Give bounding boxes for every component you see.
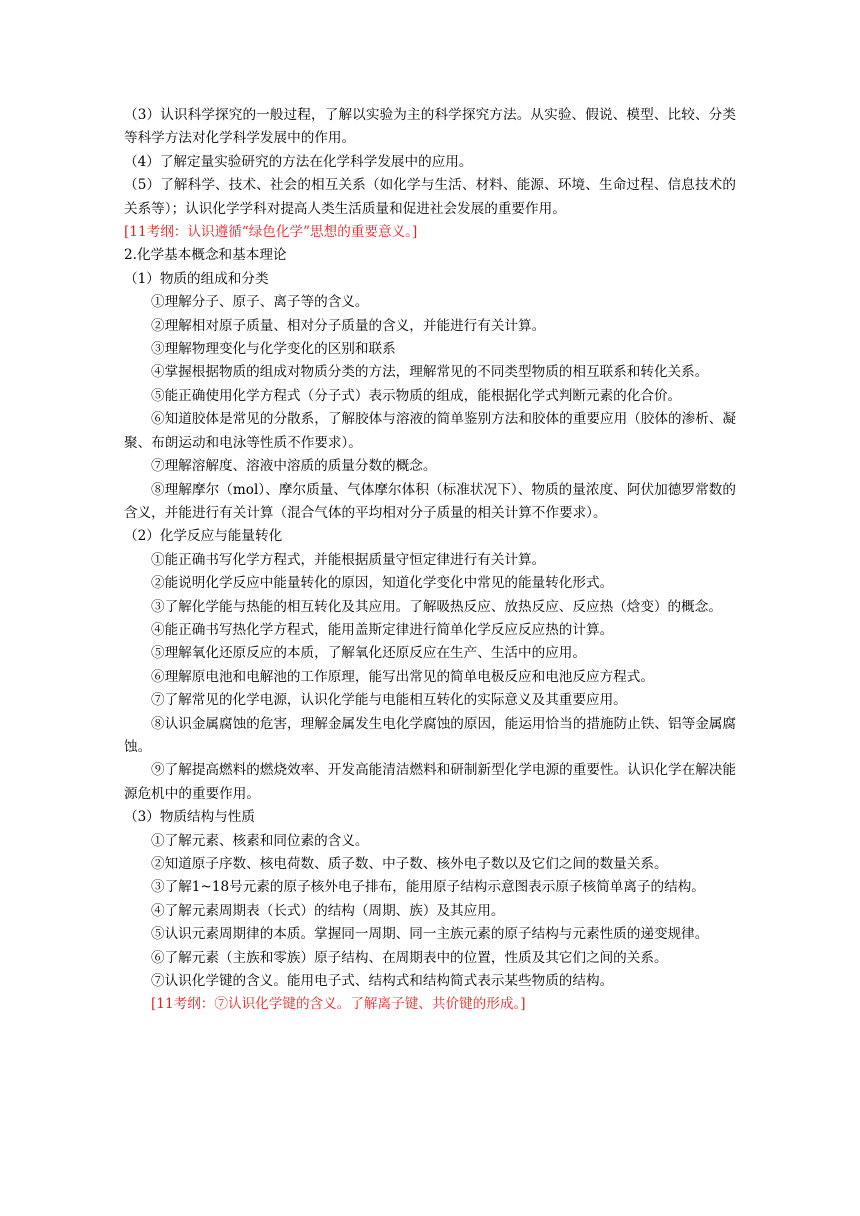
subsection-heading-reaction-energy: （2）化学反应与能量转化: [124, 528, 283, 545]
list-item: ⑤认识元素周期律的本质。掌握同一周期、同一主族元素的原子结构与元素性质的递变规律。: [151, 926, 709, 943]
list-item: ③理解物理变化与化学变化的区别和联系: [151, 341, 396, 358]
list-item: ⑨了解提高燃料的燃烧效率、开发高能清洁燃料和研制新型化学电源的重要性。认识化学在解决能源危机中的重要作用。: [124, 762, 736, 802]
paragraph-item-4: （4）了解定量实验研究的方法在化学科学发展中的应用。: [124, 153, 473, 170]
list-item: ①能正确书写化学方程式，并能根据质量守恒定律进行有关计算。: [151, 551, 546, 568]
list-item: ①了解元素、核素和同位素的含义。: [151, 832, 369, 849]
list-item: ⑥理解原电池和电解池的工作原理，能写出常见的简单电极反应和电池反应方程式。: [151, 668, 654, 685]
document-body: [124, 104, 736, 1017]
list-item: ⑥了解元素（主族和零族）原子结构、在周期表中的位置，性质及其它们之间的关系。: [151, 949, 668, 966]
list-item: ⑧认识金属腐蚀的危害，理解金属发生电化学腐蚀的原因，能运用恰当的措施防止铁、铝等金属腐蚀。: [124, 715, 736, 755]
list-item: ④能正确书写热化学方程式，能用盖斯定律进行简单化学反应反应热的计算。: [151, 621, 614, 638]
paragraph-item-3: （3）认识科学探究的一般过程，了解以实验为主的科学探究方法。从实验、假说、模型、比较、分类等科学方法对化学科学发展中的作用。: [124, 107, 736, 147]
list-item: ⑦认识化学键的含义。能用电子式、结构式和结构简式表示某些物质的结构。: [151, 973, 614, 990]
paragraph-item-5: （5）了解科学、技术、社会的相互关系（如化学与生活、材料、能源、环境、生命过程、信息技术的关系等）；认识化学学科对提高人类生活质量和促进社会发展的重要作用。: [124, 177, 736, 217]
exam-note-green-chemistry: [11考纲：认识遵循“绿色化学”思想的重要意义。]: [124, 224, 418, 241]
list-item: ⑧理解摩尔（mol）、摩尔质量、气体摩尔体积（标准状况下）、物质的量浓度、阿伏加德罗常数的含义，并能进行有关计算（混合气体的平均相对分子质量的相关计算不作要求）。: [124, 481, 736, 521]
list-item: ⑤理解氧化还原反应的本质，了解氧化还原反应在生产、生活中的应用。: [151, 645, 586, 662]
list-item: ⑥知道胶体是常见的分散系，了解胶体与溶液的简单鉴别方法和胶体的重要应用（胶体的渗析、凝聚、布朗运动和电泳等性质不作要求）。: [124, 411, 736, 451]
subsection-heading-composition: （1）物质的组成和分类: [124, 270, 269, 287]
list-item: ②知道原子序数、核电荷数、质子数、中子数、核外电子数以及它们之间的数量关系。: [151, 856, 668, 872]
exam-note-chemical-bond: [11考纲：⑦认识化学键的含义。了解离子键、共价键的形成。]: [151, 996, 526, 1013]
list-item: ③了解化学能与热能的相互转化及其应用。了解吸热反应、放热反应、反应热（焓变）的概念。: [151, 598, 722, 615]
list-item: ③了解1~18号元素的原子核外电子排布，能用原子结构示意图表示原子核简单离子的结构。: [151, 879, 705, 896]
list-item: ①理解分子、原子、离子等的含义。: [151, 294, 369, 311]
list-item: ②能说明化学反应中能量转化的原因，知道化学变化中常见的能量转化形式。: [151, 575, 614, 592]
list-item: ④了解元素周期表（长式）的结构（周期、族）及其应用。: [151, 902, 505, 919]
list-item: ②理解相对原子质量、相对分子质量的含义，并能进行有关计算。: [151, 317, 546, 334]
subsection-heading-structure: （3）物质结构与性质: [124, 809, 255, 826]
section-heading-basic-concepts: 2.化学基本概念和基本理论: [124, 247, 287, 264]
list-item: ⑦了解常见的化学电源，认识化学能与电能相互转化的实际意义及其重要应用。: [151, 692, 627, 709]
list-item: ④掌握根据物质的组成对物质分类的方法，理解常见的不同类型物质的相互联系和转化关系。: [151, 364, 709, 381]
list-item: ⑦理解溶解度、溶液中溶质的质量分数的概念。: [151, 458, 437, 475]
list-item: ⑤能正确使用化学方程式（分子式）表示物质的组成，能根据化学式判断元素的化合价。: [151, 387, 682, 404]
